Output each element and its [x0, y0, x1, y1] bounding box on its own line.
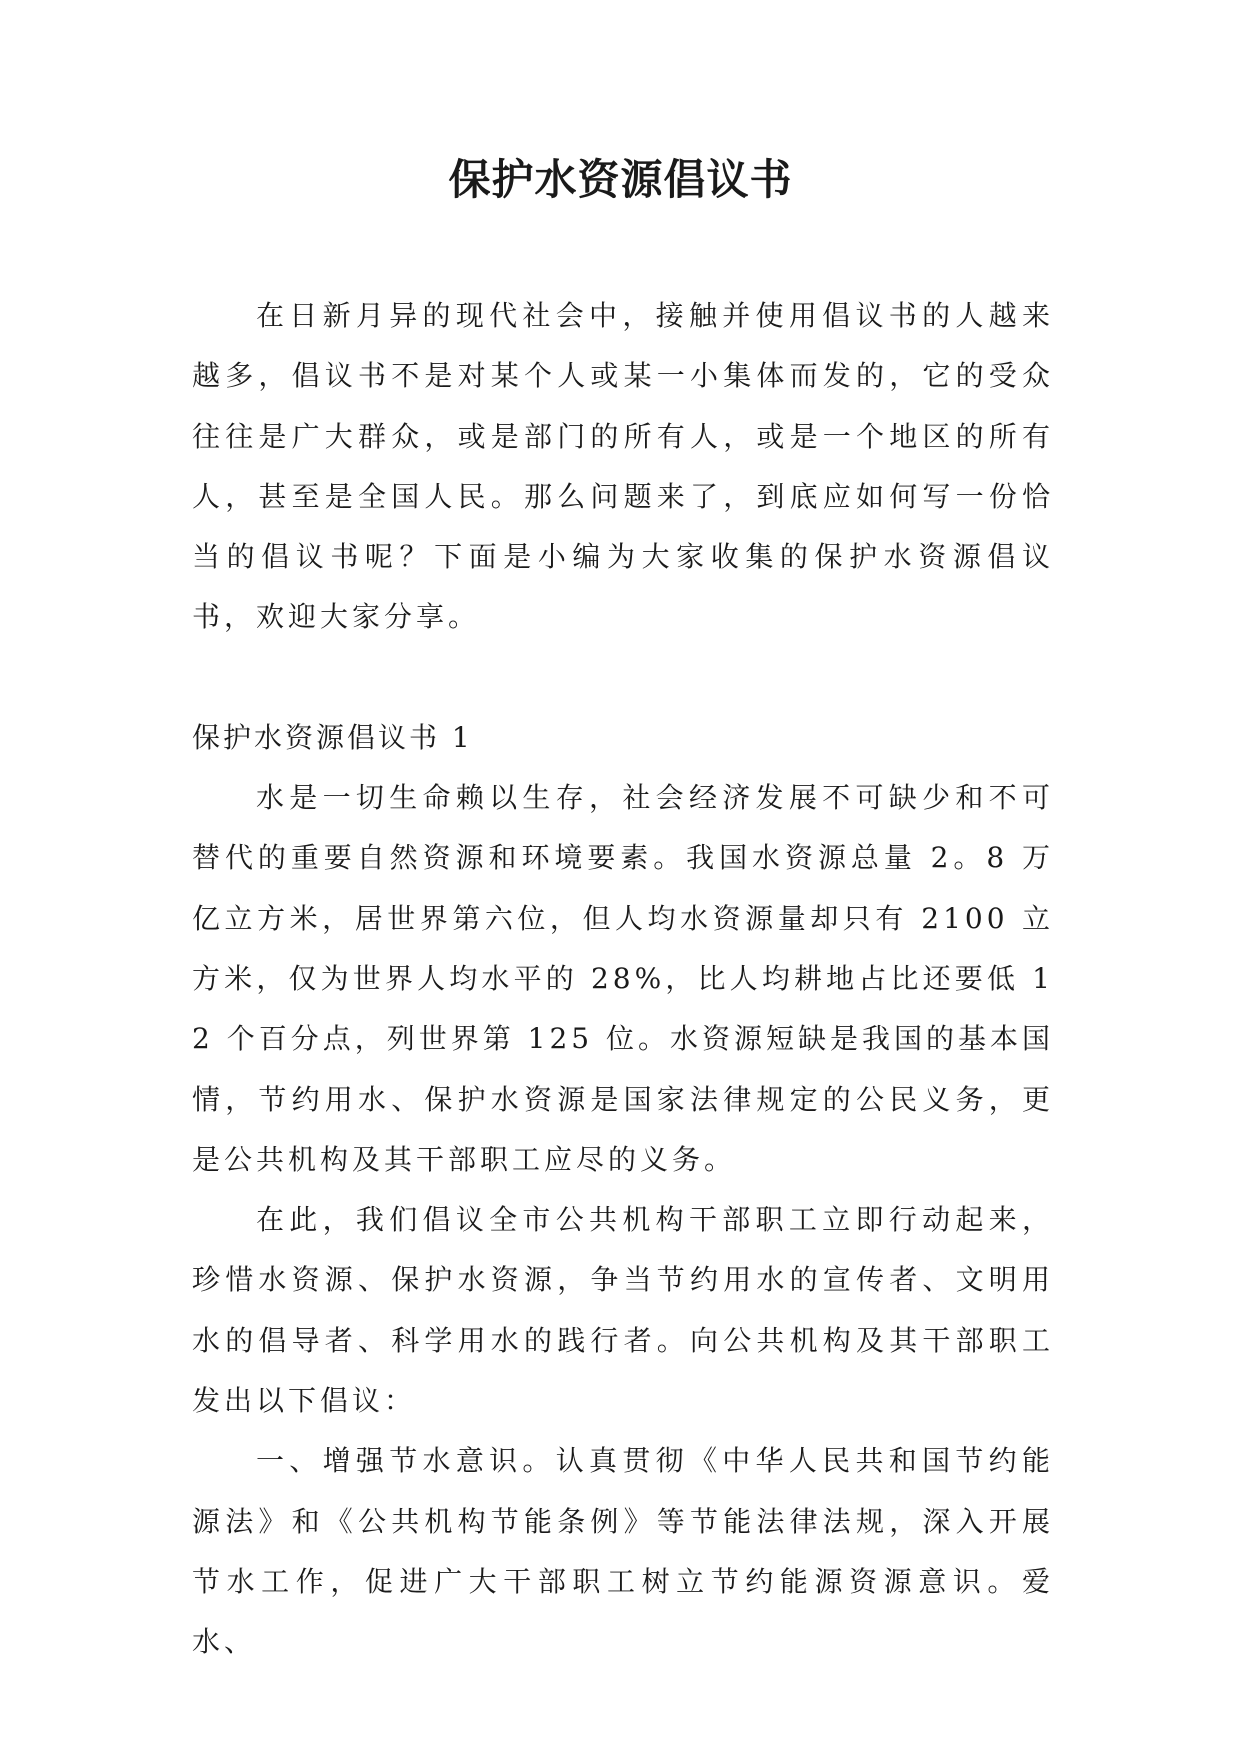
body-paragraph: 一、增强节水意识。认真贯彻《中华人民共和国节约能源法》和《公共机构节能条例》等节能法律法规，深入开展节水工作，促进广大干部职工树立节约能源资源意识。爱水、: [192, 1444, 1054, 1659]
intro-paragraph: 在日新月异的现代社会中，接触并使用倡议书的人越来越多，倡议书不是对某个人或某一小集体而发的，它的受众往往是广大群众，或是部门的所有人，或是一个地区的所有人，甚至是全国人民。那么问题来了，到底应如何写一份恰当的倡议书呢？下面是小编为大家收集的保护水资源倡议书，欢迎大家分享。: [192, 299, 1054, 634]
document-title: 保护水资源倡议书: [448, 155, 793, 204]
section-heading: 保护水资源倡议书 1: [192, 720, 473, 754]
document-body: [192, 286, 1054, 1673]
body-paragraph: 在此，我们倡议全市公共机构干部职工立即行动起来，珍惜水资源、保护水资源，争当节约用水的宣传者、文明用水的倡导者、科学用水的践行者。向公共机构及其干部职工发出以下倡议：: [192, 1203, 1054, 1418]
body-paragraph: 水是一切生命赖以生存，社会经济发展不可缺少和不可替代的重要自然资源和环境要素。我国水资源总量 2。8 万亿立方米，居世界第六位，但人均水资源量却只有 2100 立方米，仅为世界人均水平的 28%，比人均耕地占比还要低 12 个百分点，列世界第 125 位。水资源短缺是我国的基本国情，节约用水、保护水资源是国家法律规定的公民义务，更是公共机构及其干部职工应尽的义务。: [192, 781, 1054, 1176]
